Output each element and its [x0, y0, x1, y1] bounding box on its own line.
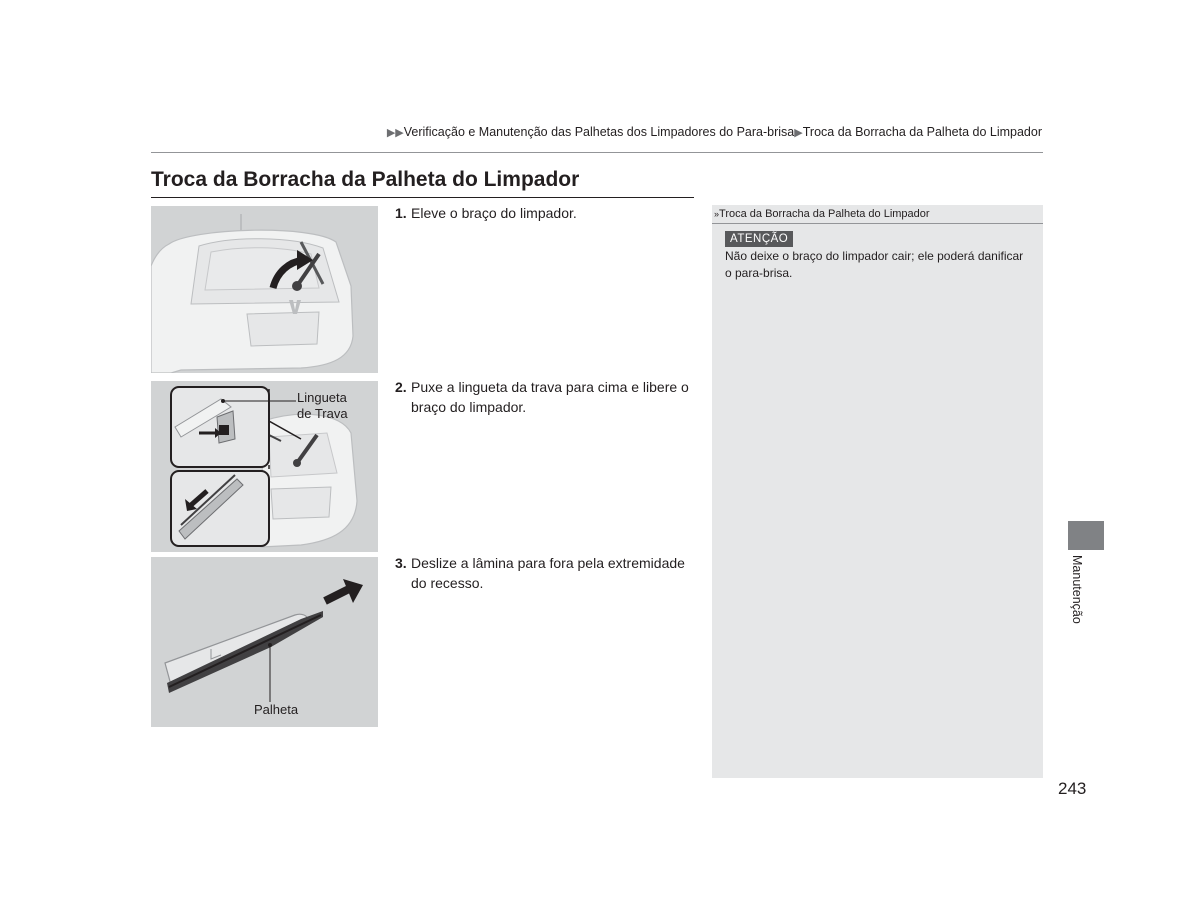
- step-number: 3.: [395, 555, 407, 571]
- sidebar-note: [712, 205, 1043, 778]
- label-lingueta-de-trava: [297, 390, 348, 422]
- step-2: [395, 377, 695, 417]
- arrow-icon: ▶: [794, 127, 803, 139]
- step-3: [395, 553, 695, 593]
- label-line-2: de Trava: [297, 406, 348, 421]
- step-1: [395, 203, 695, 223]
- reference-marker-icon: »: [714, 209, 720, 219]
- title-underline: [151, 197, 694, 198]
- section-tab-label: Manutenção: [1070, 555, 1084, 624]
- caution-text: Não deixe o braço do limpador cair; ele poderá danificar o para-brisa.: [725, 249, 1024, 280]
- sidebar-heading-text: Troca da Borracha da Palheta do Limpador: [719, 208, 930, 220]
- page-number: 243: [1058, 779, 1087, 798]
- figure-raise-wiper-arm: [151, 206, 378, 373]
- step-number: 1.: [395, 205, 407, 221]
- breadcrumb-section[interactable]: Verificação e Manutenção das Palhetas dos Limpadores do Para-brisa: [403, 125, 795, 139]
- step-text: Puxe a lingueta da trava para cima e libere o braço do limpador.: [411, 379, 689, 415]
- breadcrumb-subsection[interactable]: Troca da Borracha da Palheta do Limpador: [802, 125, 1042, 139]
- sidebar-heading: [712, 205, 1043, 224]
- step-text: Eleve o braço do limpador.: [411, 205, 577, 221]
- label-palheta: Palheta: [254, 702, 299, 717]
- step-text: Deslize a lâmina para fora pela extremidade do recesso.: [411, 555, 685, 591]
- double-arrow-icon: ▶▶: [386, 127, 404, 139]
- breadcrumb: [387, 125, 1042, 139]
- caution-badge: ATENÇÃO: [725, 231, 793, 247]
- header-divider: [151, 152, 1043, 153]
- step-number: 2.: [395, 379, 407, 395]
- section-tab[interactable]: [1068, 521, 1104, 550]
- label-line-1: Lingueta: [297, 390, 347, 405]
- page-title: Troca da Borracha da Palheta do Limpador: [151, 168, 580, 191]
